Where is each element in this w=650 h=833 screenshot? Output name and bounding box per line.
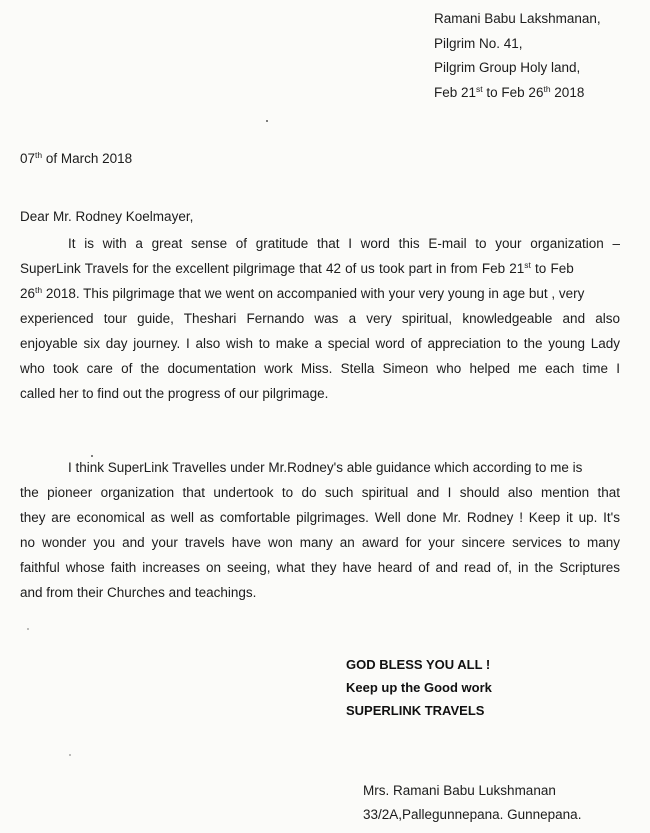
ordinal-suffix: st — [524, 260, 531, 270]
line-segment: 26 — [20, 286, 36, 301]
sender-address-block — [434, 7, 601, 105]
closing-blessing: GOD BLESS YOU ALL ! — [346, 657, 491, 672]
paragraph-line: the pioneer organization that undertook to do such spiritual and I should also mention that — [20, 485, 620, 500]
scan-speck — [91, 455, 93, 457]
pilgrim-number: Pilgrim No. 41, — [434, 35, 523, 51]
trip-end-date: to Feb 26 — [482, 84, 544, 100]
closing-block — [346, 653, 492, 722]
date-day-suffix: th — [35, 150, 43, 160]
line-segment: SuperLink Travels for the excellent pilgrimage that 42 of us took part in from Feb 21 — [20, 261, 525, 276]
trip-start-date: Feb 21 — [434, 84, 477, 100]
paragraph-line: enjoyable six day journey. I also wish to make a special word of appreciation to the young Lady — [20, 336, 620, 351]
closing-company: SUPERLINK TRAVELS — [346, 703, 485, 718]
scan-speck — [69, 754, 71, 756]
closing-encouragement: Keep up the Good work — [346, 680, 492, 695]
date-month-year: of March 2018 — [42, 151, 133, 166]
trip-end-suffix: th — [543, 83, 551, 94]
signature-block — [363, 779, 581, 826]
ordinal-suffix: th — [35, 285, 43, 295]
trip-start-suffix: st — [476, 83, 483, 94]
line-segment: to Feb — [530, 261, 574, 276]
paragraph-line: called her to find out the progress of our pilgrimage. — [20, 386, 329, 401]
scan-speck — [266, 120, 268, 122]
body-paragraph-2 — [20, 455, 620, 605]
sender-name: Ramani Babu Lakshmanan, — [434, 11, 601, 26]
paragraph-line: no wonder you and your travels have won many an award for your sincere services to many — [20, 535, 620, 550]
paragraph-line: and from their Churches and teachings. — [20, 585, 257, 600]
body-paragraph-1 — [20, 231, 620, 406]
signatory-address: 33/2A,Pallegunnepana. Gunnepana. — [363, 806, 582, 822]
letter-date — [20, 151, 132, 166]
paragraph-line: I think SuperLink Travelles under Mr.Rodney's able guidance which according to me is — [68, 460, 583, 475]
paragraph-line: experienced tour guide, Theshari Fernando was a very spiritual, knowledgeable and also — [20, 311, 620, 326]
trip-dates — [434, 81, 601, 106]
scan-speck — [27, 628, 29, 630]
paragraph-line: who took care of the documentation work Miss. Stella Simeon who helped me each time I — [20, 361, 620, 376]
salutation: Dear Mr. Rodney Koelmayer, — [20, 209, 194, 224]
date-day: 07 — [20, 151, 36, 166]
paragraph-line: they are economical as well as comfortable pilgrimages. Well done Mr. Rodney ! Keep it up. It's — [20, 510, 620, 525]
trip-year: 2018 — [550, 84, 585, 100]
paragraph-line: It is with a great sense of gratitude that I word this E-mail to your organization – — [68, 236, 620, 251]
line-segment: 2018. This pilgrimage that we went on accompanied with your very young in age but , very — [42, 286, 585, 301]
paragraph-line — [20, 281, 620, 306]
signatory-name: Mrs. Ramani Babu Lukshmanan — [363, 783, 556, 798]
paragraph-line: faithful whose faith increases on seeing, what they have heard of and read of, in the Scriptures — [20, 560, 620, 575]
paragraph-line — [20, 256, 620, 281]
pilgrim-group: Pilgrim Group Holy land, — [434, 60, 581, 75]
